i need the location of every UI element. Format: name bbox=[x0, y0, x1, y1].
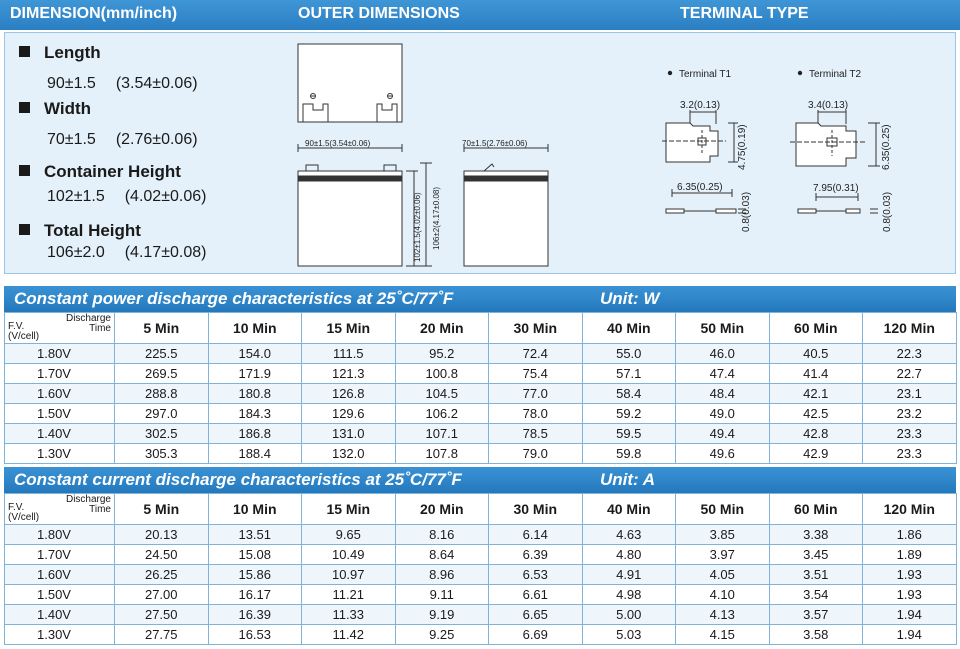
current-discharge-table bbox=[4, 493, 957, 645]
value-cell: 11.33 bbox=[302, 605, 396, 625]
final-voltage-cell: 1.50V bbox=[5, 404, 115, 424]
value-cell: 27.75 bbox=[115, 625, 209, 645]
fv-label: F.V. (V/cell) bbox=[8, 502, 40, 523]
table-row bbox=[5, 384, 957, 404]
value-cell: 225.5 bbox=[115, 344, 209, 364]
total-height-title: Total Height bbox=[19, 221, 141, 241]
length-title: Length bbox=[19, 43, 101, 63]
value-cell: 78.5 bbox=[489, 424, 583, 444]
value-cell: 24.50 bbox=[115, 545, 209, 565]
value-cell: 4.05 bbox=[676, 565, 770, 585]
table-row bbox=[5, 364, 957, 384]
final-voltage-cell: 1.60V bbox=[5, 384, 115, 404]
value-cell: 42.8 bbox=[769, 424, 863, 444]
value-cell: 6.69 bbox=[489, 625, 583, 645]
discharge-time-label: Discharge Time bbox=[65, 494, 111, 515]
value-cell: 8.96 bbox=[395, 565, 489, 585]
terminal-t2-height: 6.35(0.25) bbox=[881, 124, 892, 170]
table-row bbox=[5, 344, 957, 364]
value-cell: 49.4 bbox=[676, 424, 770, 444]
value-cell: 184.3 bbox=[208, 404, 302, 424]
value-cell: 16.53 bbox=[208, 625, 302, 645]
value-cell: 180.8 bbox=[208, 384, 302, 404]
column-header: 50 Min bbox=[676, 494, 770, 525]
value-cell: 3.54 bbox=[769, 585, 863, 605]
terminal-t1-length: 6.35(0.25) bbox=[677, 182, 723, 193]
current-table-unit: Unit: A bbox=[600, 470, 656, 489]
total-height-value: 106±2.0 (4.17±0.08) bbox=[47, 244, 207, 261]
terminal-t1-width: 3.2(0.13) bbox=[680, 100, 721, 111]
final-voltage-cell: 1.60V bbox=[5, 565, 115, 585]
total-height-dimension-label: 106±2(4.17±0.08) bbox=[432, 186, 441, 250]
length-dimension-label: 90±1.5(3.54±0.06) bbox=[305, 139, 371, 148]
terminal-t1-height: 4.75(0.19) bbox=[737, 124, 748, 170]
value-cell: 55.0 bbox=[582, 344, 676, 364]
final-voltage-cell: 1.30V bbox=[5, 625, 115, 645]
column-header: 50 Min bbox=[676, 313, 770, 344]
value-cell: 46.0 bbox=[676, 344, 770, 364]
value-cell: 79.0 bbox=[489, 444, 583, 464]
final-voltage-cell: 1.80V bbox=[5, 525, 115, 545]
column-header: 30 Min bbox=[489, 494, 583, 525]
value-cell: 297.0 bbox=[115, 404, 209, 424]
value-cell: 100.8 bbox=[395, 364, 489, 384]
value-cell: 23.1 bbox=[863, 384, 957, 404]
value-cell: 77.0 bbox=[489, 384, 583, 404]
value-cell: 26.25 bbox=[115, 565, 209, 585]
value-cell: 5.00 bbox=[582, 605, 676, 625]
column-header: 20 Min bbox=[395, 494, 489, 525]
value-cell: 10.49 bbox=[302, 545, 396, 565]
value-cell: 49.6 bbox=[676, 444, 770, 464]
value-cell: 3.85 bbox=[676, 525, 770, 545]
value-cell: 4.10 bbox=[676, 585, 770, 605]
front-view-outline bbox=[298, 171, 402, 266]
terminal-t2-thickness: 0.8(0.03) bbox=[882, 191, 893, 232]
terminal-t1-thickness: 0.8(0.03) bbox=[741, 191, 752, 232]
value-cell: 42.9 bbox=[769, 444, 863, 464]
value-cell: 40.5 bbox=[769, 344, 863, 364]
value-cell: 10.97 bbox=[302, 565, 396, 585]
value-cell: 6.39 bbox=[489, 545, 583, 565]
value-cell: 6.14 bbox=[489, 525, 583, 545]
column-header: 40 Min bbox=[582, 313, 676, 344]
value-cell: 4.80 bbox=[582, 545, 676, 565]
value-cell: 58.4 bbox=[582, 384, 676, 404]
final-voltage-cell: 1.80V bbox=[5, 344, 115, 364]
power-discharge-table bbox=[4, 312, 957, 464]
value-cell: 1.93 bbox=[863, 585, 957, 605]
value-cell: 129.6 bbox=[302, 404, 396, 424]
terminal-t2-width: 3.4(0.13) bbox=[808, 100, 849, 111]
value-cell: 59.8 bbox=[582, 444, 676, 464]
table-row bbox=[5, 625, 957, 645]
column-header: 15 Min bbox=[302, 494, 396, 525]
value-cell: 4.91 bbox=[582, 565, 676, 585]
value-cell: 3.45 bbox=[769, 545, 863, 565]
container-height-dimension-label: 102±1.5(4.02±0.06) bbox=[413, 192, 422, 262]
value-cell: 1.94 bbox=[863, 625, 957, 645]
value-cell: 72.4 bbox=[489, 344, 583, 364]
value-cell: 95.2 bbox=[395, 344, 489, 364]
value-cell: 6.53 bbox=[489, 565, 583, 585]
table-row bbox=[5, 605, 957, 625]
value-cell: 75.4 bbox=[489, 364, 583, 384]
column-header: 30 Min bbox=[489, 313, 583, 344]
value-cell: 13.51 bbox=[208, 525, 302, 545]
value-cell: 11.21 bbox=[302, 585, 396, 605]
value-cell: 269.5 bbox=[115, 364, 209, 384]
value-cell: 9.65 bbox=[302, 525, 396, 545]
column-header: 5 Min bbox=[115, 494, 209, 525]
value-cell: 121.3 bbox=[302, 364, 396, 384]
value-cell: 9.25 bbox=[395, 625, 489, 645]
value-cell: 57.1 bbox=[582, 364, 676, 384]
column-header: 120 Min bbox=[863, 313, 957, 344]
column-header: 10 Min bbox=[208, 313, 302, 344]
container-height-value: 102±1.5 (4.02±0.06) bbox=[47, 188, 207, 205]
value-cell: 3.97 bbox=[676, 545, 770, 565]
terminal-t1-label: Terminal T1 bbox=[679, 69, 732, 80]
value-cell: 22.3 bbox=[863, 344, 957, 364]
bullet-dot-icon bbox=[668, 71, 672, 75]
value-cell: 23.2 bbox=[863, 404, 957, 424]
value-cell: 1.89 bbox=[863, 545, 957, 565]
power-table-header bbox=[4, 286, 956, 312]
value-cell: 4.98 bbox=[582, 585, 676, 605]
value-cell: 3.51 bbox=[769, 565, 863, 585]
table-row bbox=[5, 565, 957, 585]
value-cell: 1.86 bbox=[863, 525, 957, 545]
value-cell: 107.8 bbox=[395, 444, 489, 464]
current-table-title: Constant current discharge characteristics at 25˚C/77˚F bbox=[14, 470, 462, 489]
value-cell: 4.63 bbox=[582, 525, 676, 545]
value-cell: 59.2 bbox=[582, 404, 676, 424]
outer-dimensions-header: OUTER DIMENSIONS bbox=[298, 5, 460, 22]
final-voltage-cell: 1.40V bbox=[5, 605, 115, 625]
column-header: 60 Min bbox=[769, 494, 863, 525]
value-cell: 3.38 bbox=[769, 525, 863, 545]
table-header-row bbox=[5, 313, 957, 344]
length-value: 90±1.5 (3.54±0.06) bbox=[47, 75, 198, 92]
value-cell: 3.58 bbox=[769, 625, 863, 645]
final-voltage-cell: 1.70V bbox=[5, 364, 115, 384]
value-cell: 49.0 bbox=[676, 404, 770, 424]
value-cell: 6.61 bbox=[489, 585, 583, 605]
corner-header-cell bbox=[5, 494, 115, 525]
final-voltage-cell: 1.30V bbox=[5, 444, 115, 464]
value-cell: 3.57 bbox=[769, 605, 863, 625]
power-table-unit: Unit: W bbox=[600, 289, 660, 308]
value-cell: 16.39 bbox=[208, 605, 302, 625]
value-cell: 5.03 bbox=[582, 625, 676, 645]
value-cell: 47.4 bbox=[676, 364, 770, 384]
container-height-title: Container Height bbox=[19, 162, 181, 182]
table-row bbox=[5, 444, 957, 464]
table-row bbox=[5, 585, 957, 605]
value-cell: 15.86 bbox=[208, 565, 302, 585]
value-cell: 15.08 bbox=[208, 545, 302, 565]
column-header: 120 Min bbox=[863, 494, 957, 525]
outer-dimensions-drawing bbox=[0, 0, 960, 280]
table-row bbox=[5, 525, 957, 545]
width-value: 70±1.5 (2.76±0.06) bbox=[47, 131, 198, 148]
corner-header-cell bbox=[5, 313, 115, 344]
value-cell: 1.94 bbox=[863, 605, 957, 625]
value-cell: 16.17 bbox=[208, 585, 302, 605]
value-cell: 186.8 bbox=[208, 424, 302, 444]
side-view-outline bbox=[464, 171, 548, 266]
terminal-t2-drawing bbox=[790, 69, 893, 232]
column-header: 15 Min bbox=[302, 313, 396, 344]
value-cell: 27.50 bbox=[115, 605, 209, 625]
table-row bbox=[5, 404, 957, 424]
value-cell: 27.00 bbox=[115, 585, 209, 605]
value-cell: 48.4 bbox=[676, 384, 770, 404]
fv-label: F.V. (V/cell) bbox=[8, 321, 40, 342]
final-voltage-cell: 1.50V bbox=[5, 585, 115, 605]
terminal-t2-label: Terminal T2 bbox=[809, 69, 862, 80]
value-cell: 41.4 bbox=[769, 364, 863, 384]
value-cell: 4.13 bbox=[676, 605, 770, 625]
bullet-dot-icon bbox=[798, 71, 802, 75]
value-cell: 22.7 bbox=[863, 364, 957, 384]
value-cell: 171.9 bbox=[208, 364, 302, 384]
value-cell: 78.0 bbox=[489, 404, 583, 424]
discharge-time-label: Discharge Time bbox=[65, 313, 111, 334]
value-cell: 42.5 bbox=[769, 404, 863, 424]
value-cell: 20.13 bbox=[115, 525, 209, 545]
table-row bbox=[5, 424, 957, 444]
value-cell: 42.1 bbox=[769, 384, 863, 404]
terminal-type-header: TERMINAL TYPE bbox=[680, 5, 809, 22]
value-cell: 59.5 bbox=[582, 424, 676, 444]
value-cell: 23.3 bbox=[863, 424, 957, 444]
value-cell: 106.2 bbox=[395, 404, 489, 424]
value-cell: 154.0 bbox=[208, 344, 302, 364]
column-header: 10 Min bbox=[208, 494, 302, 525]
value-cell: 9.19 bbox=[395, 605, 489, 625]
column-header: 5 Min bbox=[115, 313, 209, 344]
column-header: 60 Min bbox=[769, 313, 863, 344]
value-cell: 107.1 bbox=[395, 424, 489, 444]
final-voltage-cell: 1.40V bbox=[5, 424, 115, 444]
width-dimension-label: 70±1.5(2.76±0.06) bbox=[462, 139, 528, 148]
value-cell: 302.5 bbox=[115, 424, 209, 444]
table-row bbox=[5, 545, 957, 565]
value-cell: 11.42 bbox=[302, 625, 396, 645]
value-cell: 23.3 bbox=[863, 444, 957, 464]
column-header: 20 Min bbox=[395, 313, 489, 344]
value-cell: 8.16 bbox=[395, 525, 489, 545]
current-table-header bbox=[4, 467, 956, 493]
value-cell: 111.5 bbox=[302, 344, 396, 364]
value-cell: 188.4 bbox=[208, 444, 302, 464]
power-table-title: Constant power discharge characteristics at 25˚C/77˚F bbox=[14, 289, 454, 308]
width-title: Width bbox=[19, 99, 91, 119]
terminal-t1-drawing bbox=[662, 69, 752, 232]
dimension-header: DIMENSION(mm/inch) bbox=[10, 5, 178, 22]
value-cell: 4.15 bbox=[676, 625, 770, 645]
value-cell: 9.11 bbox=[395, 585, 489, 605]
final-voltage-cell: 1.70V bbox=[5, 545, 115, 565]
column-header: 40 Min bbox=[582, 494, 676, 525]
value-cell: 305.3 bbox=[115, 444, 209, 464]
value-cell: 288.8 bbox=[115, 384, 209, 404]
value-cell: 1.93 bbox=[863, 565, 957, 585]
value-cell: 126.8 bbox=[302, 384, 396, 404]
table-header-row bbox=[5, 494, 957, 525]
value-cell: 131.0 bbox=[302, 424, 396, 444]
value-cell: 104.5 bbox=[395, 384, 489, 404]
terminal-t2-length: 7.95(0.31) bbox=[813, 183, 859, 194]
value-cell: 6.65 bbox=[489, 605, 583, 625]
value-cell: 8.64 bbox=[395, 545, 489, 565]
value-cell: 132.0 bbox=[302, 444, 396, 464]
